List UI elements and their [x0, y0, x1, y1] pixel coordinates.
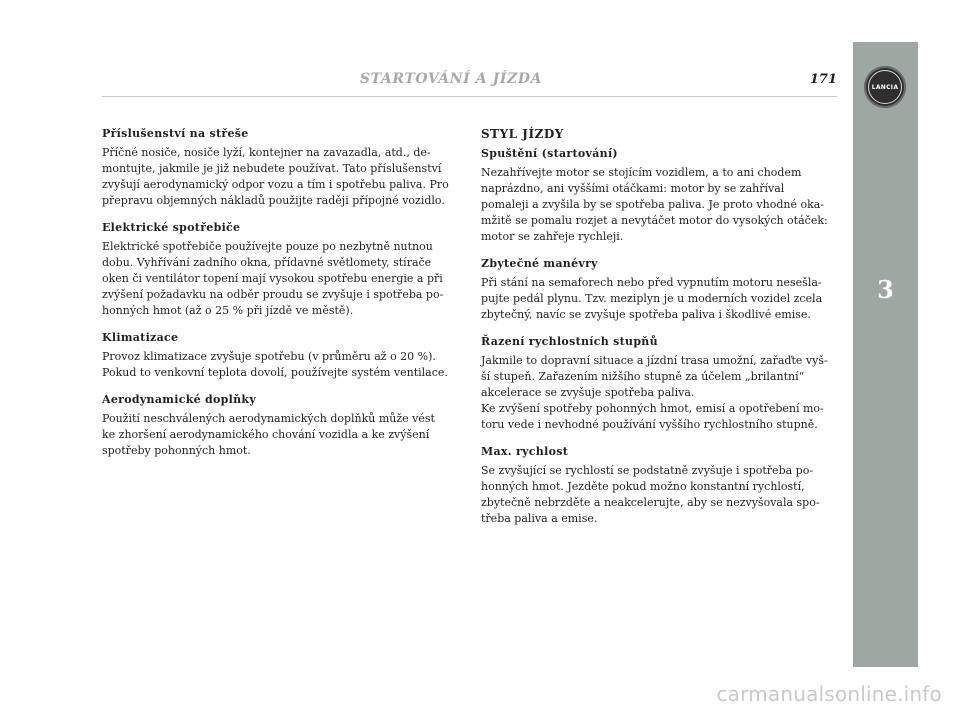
- section-heading: Příslušenství na střeše: [102, 127, 249, 140]
- right-column: [481, 126, 833, 538]
- running-title: STARTOVÁNÍ A JÍZDA: [359, 71, 543, 87]
- logo-wordmark: LANCIA: [871, 83, 899, 91]
- section-max-speed: [481, 444, 833, 527]
- lancia-logo-icon: [864, 66, 906, 108]
- section-gear-shifting: [481, 334, 833, 433]
- section-body: Se zvyšující se rychlostí se podstatně zvyšuje i spotřeba po- honných hmot. Jezděte pokud možno konstantní rychlostí, zbytečně nebrzděte a neakcelerujte, aby se nezvyšovala spo- třeba paliva a emise.: [481, 464, 820, 525]
- section-body: Elektrické spotřebiče používejte pouze po nezbytně nutnou dobu. Vyhřívání zadního okna, přídavné světlomety, stírače oken či ventilátor topení mají vysokou spotřebu energie a při zvýšení požadavku na odběr proudu se zvyšuje i spotřeba po- honných hmot (až o 25 % při jízdě ve městě).: [102, 240, 444, 317]
- section-heading: Zbytečné manévry: [481, 257, 598, 270]
- section-body: Jakmile to dopravní situace a jízdní trasa umožní, zařaďte vyš- ší stupeň. Zařazením nižšího stupně za účelem „brilantní“ akcelerace se zvyšuje spotřeba paliva. Ke zvýšení spotřeby pohonných hmot, emisí a opotřebení mo- toru vede i nevhodné používání vyššího rychlostního stupně.: [481, 354, 828, 431]
- section-body: Při stání na semaforech nebo před vypnutím motoru nesešla- pujte pedál plynu. Tzv. meziplyn je u moderních vozidel zcela zbytečný, navíc se zvyšuje spotřeba paliva i škodlivé emise.: [481, 276, 823, 321]
- section-body: Nezahřívejte motor se stojícím vozidlem, a to ani chodem naprázdno, ani vyššími otáčkami: motor by se zahříval pomaleji a zvyšila by se spotřeba paliva. Je proto vhodné oka- mžitě se pomalu rozjet a nevytáčet motor do vysokých otáček: motor se zahřeje rychleji.: [481, 166, 828, 243]
- section-heading: Elektrické spotřebiče: [102, 221, 241, 234]
- left-column: [102, 126, 454, 470]
- chapter-sidebar: [853, 42, 918, 667]
- section-heading: Max. rychlost: [481, 445, 569, 458]
- section-body: Použití neschválených aerodynamických doplňků může vést ke zhoršení aerodynamického chování vozidla a ke zvýšení spotřeby pohonných hmot.: [102, 412, 435, 457]
- section-unnecessary-manoeuvres: [481, 256, 833, 323]
- page-number: 171: [809, 72, 837, 87]
- column-title: STYL JÍZDY: [481, 127, 564, 141]
- section-electrical-consumers: [102, 220, 454, 319]
- section-body: Provoz klimatizace zvyšuje spotřebu (v průměru až o 20 %). Pokud to venkovní teplota dovolí, používejte systém ventilace.: [102, 350, 448, 379]
- watermark-text: carmanualsonline.info: [716, 682, 942, 706]
- section-heading: Klimatizace: [102, 331, 179, 344]
- chapter-number: 3: [877, 275, 894, 304]
- section-starting: [481, 146, 833, 245]
- logo-ring: [868, 70, 902, 104]
- section-air-conditioning: [102, 330, 454, 381]
- section-aerodynamic-accessories: [102, 392, 454, 459]
- section-heading: Řazení rychlostních stupňů: [481, 335, 658, 348]
- section-roof-accessories: [102, 126, 454, 209]
- header-divider: [102, 96, 837, 97]
- section-heading: Aerodynamické doplňky: [102, 393, 257, 406]
- section-heading: Spuštění (startování): [481, 147, 618, 160]
- section-body: Příčné nosiče, nosiče lyží, kontejner na zavazadla, atd., de- montujte, jakmile je již nebudete používat. Tato příslušenství zvyšují aerodynamický odpor vozu a tím i spotřebu paliva. Pro přepravu objemných nákladů použijte raději přípojné vozidlo.: [102, 146, 449, 207]
